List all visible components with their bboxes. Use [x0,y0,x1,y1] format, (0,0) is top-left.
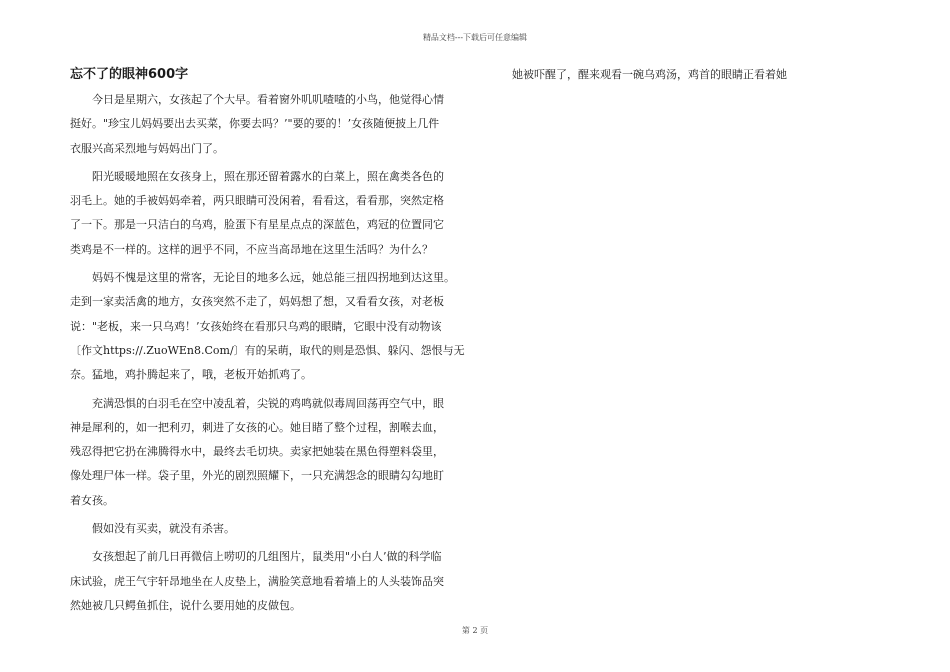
page-number: 第 2 页 [461,626,489,635]
text-line: 类鸡是不一样的。这样的迥乎不同，不应当高昂地在这里生活吗？为什么？ [70,242,433,256]
text-line: 假如没有买卖，就没有杀害。 [92,522,235,536]
text-line: 妈妈不愧是这里的常客，无论目的地多么远，她总能三扭四拐地到达这里。 [92,271,455,285]
article-title: 忘不了的眼神600字 [70,67,189,82]
continuation-line: 她被吓醒了，醒来观看一碗乌鸡汤，鸡首的眼睛正看着她 [512,68,787,81]
right-column [512,64,912,86]
paragraph [70,392,464,513]
paragraph [70,517,464,541]
page-header: 精品文档---下载后可任意编辑 [422,33,528,42]
left-column [70,64,464,622]
text-line: 说："老板，来一只乌鸡！’女孩始终在看那只乌鸡的眼睛，它眼中没有动物该 [70,319,442,333]
paragraph [70,88,464,161]
text-line: 然她被几只鳄鱼抓住，说什么要用她的皮做包。 [70,598,301,612]
text-line: 了一下。那是一只洁白的乌鸡，脸蛋下有星星点点的深蓝色，鸡冠的位置同它 [70,218,444,232]
text-line: 衣服兴高采烈地与妈妈出门了。 [70,141,224,155]
text-line: 着女孩。 [70,493,114,507]
text-line: 像处理尸体一样。袋子里，外光的剧烈照耀下，一只充满怨念的眼睛勾勾地盯 [70,469,444,483]
paragraph [70,266,464,387]
text-line: 〔作文https://.ZuoWEn8.Com/〕有的呆萌，取代的则是恐惧、躲闪、怨恨与无 [70,343,465,357]
text-line: 羽毛上。她的手被妈妈牵着，两只眼睛可没闲着，看看这，看看那，突然定格 [70,194,444,208]
text-line: 阳光暖暖地照在女孩身上，照在那还留着露水的白菜上，照在禽类各色的 [92,169,444,183]
text-line: 今日是星期六，女孩起了个大早。看着窗外叽叽喳喳的小鸟，他觉得心情 [92,93,444,106]
text-line: 奈。猛地，鸡扑腾起来了，哦，老板开始抓鸡了。 [70,368,312,382]
text-line: 残忍得把它扔在沸腾得水中，最终去毛切块。卖家把她装在黑色得塑料袋里， [70,445,444,459]
article-body [70,88,464,618]
text-line: 充满恐惧的白羽毛在空中凌乱着，尖锐的鸡鸣就似毒周回荡再空气中，眼 [92,396,444,410]
paragraph [70,165,464,262]
text-line: 女孩想起了前几日再微信上唠叨的几组图片，鼠类用"小白人’做的科学临 [92,550,442,564]
text-line: 床试验，虎王气宇轩昂地坐在人皮垫上，满脸笑意地看着墙上的人头装饰品突 [70,574,444,588]
paragraph [70,545,464,618]
text-line: 神是犀利的，如一把利刃，刺进了女孩的心。她目睹了整个过程，割喉去血， [70,420,444,434]
text-line: 走到一家卖活禽的地方，女孩突然不走了，妈妈想了想，又看看女孩，对老板 [70,295,444,309]
text-line: 挺好。"珍宝儿妈妈要出去买菜，你要去吗？’"要的要的！’女孩随便披上几件 [70,117,440,131]
